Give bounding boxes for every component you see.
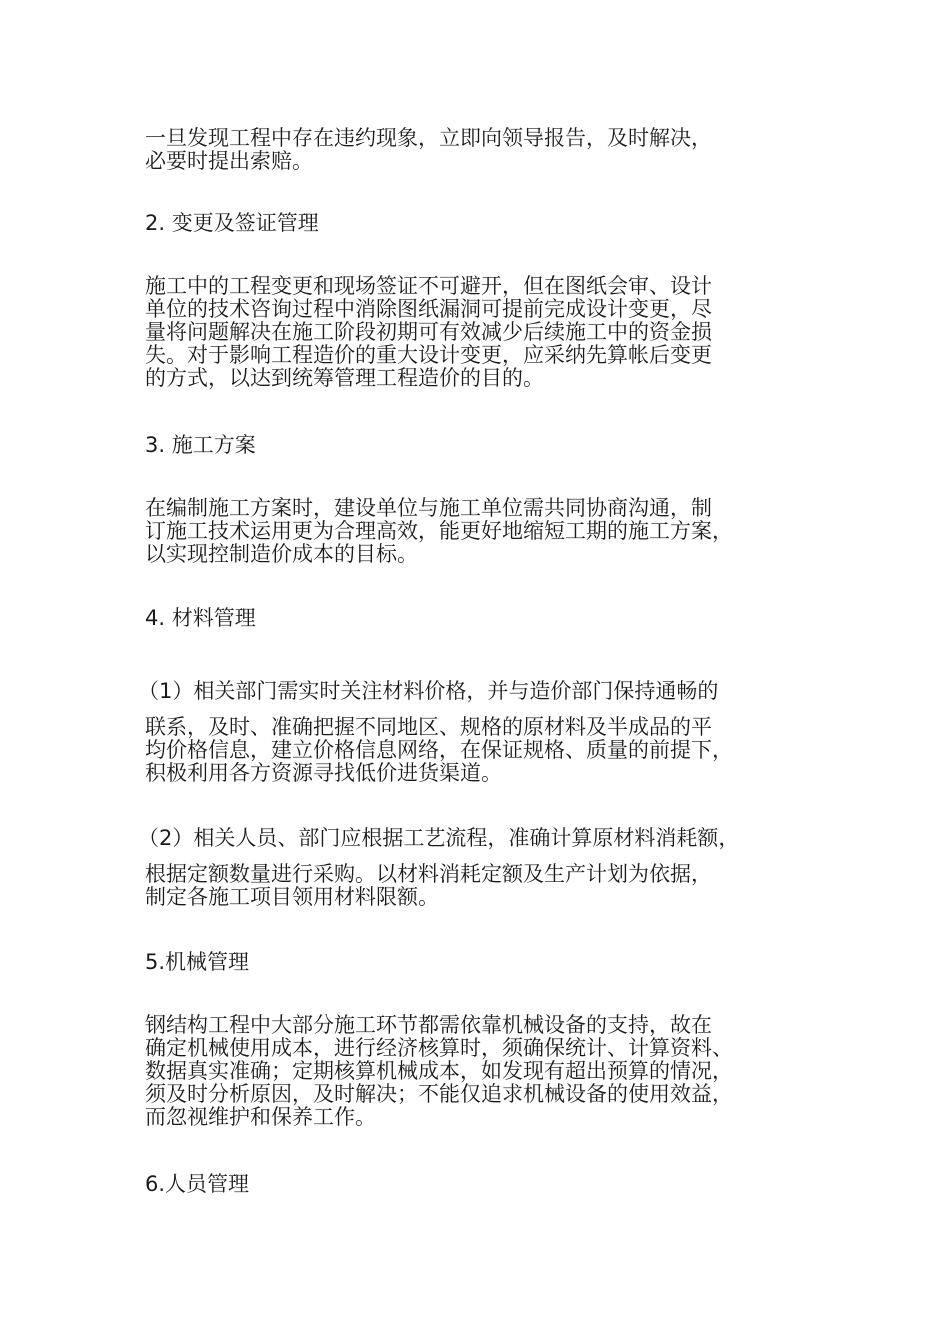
text-line: 必要时提出索赔。 bbox=[145, 149, 313, 173]
paragraph-material-2-first-line bbox=[138, 827, 818, 850]
section-heading-change-management: 2. 变更及签证管理 bbox=[145, 211, 319, 235]
text-line: 施工中的工程变更和现场签证不可避开，但在图纸会审、设计 bbox=[145, 274, 712, 298]
text-line: 确定机械使用成本，进行经济核算时，须确保统计、计算资料、 bbox=[145, 1036, 733, 1060]
text-line: 根据定额数量进行采购。以材料消耗定额及生产计划为依据， bbox=[145, 862, 712, 886]
text-line: （1）相关部门需实时关注材料价格，并与造价部门保持通畅的 bbox=[138, 679, 719, 703]
paragraph-machinery-management bbox=[145, 1014, 825, 1129]
text-line: 钢结构工程中大部分施工环节都需依靠机械设备的支持，故在 bbox=[145, 1013, 712, 1037]
section-heading-personnel-management: 6.人员管理 bbox=[145, 1172, 250, 1196]
text-line: 单位的技术咨询过程中消除图纸漏洞可提前完成设计变更，尽 bbox=[145, 297, 712, 321]
paragraph-construction-plan bbox=[145, 497, 825, 566]
text-line: 而忽视维护和保养工作。 bbox=[145, 1105, 376, 1129]
text-line: （2）相关人员、部门应根据工艺流程，准确计算原材料消耗额， bbox=[138, 826, 740, 850]
text-line: 制定各施工项目领用材料限额。 bbox=[145, 885, 439, 909]
paragraph-material-1 bbox=[145, 716, 825, 785]
text-line: 订施工技术运用更为合理高效，能更好地缩短工期的施工方案， bbox=[145, 519, 733, 543]
paragraph-material-2 bbox=[145, 863, 825, 909]
text-line: 失。对于影响工程造价的重大设计变更，应采纳先算帐后变更 bbox=[145, 343, 712, 367]
section-heading-machinery-management: 5.机械管理 bbox=[145, 950, 250, 974]
text-line: 在编制施工方案时，建设单位与施工单位需共同协商沟通，制 bbox=[145, 496, 712, 520]
paragraph-change-management bbox=[145, 275, 825, 390]
text-line: 量将问题解决在施工阶段初期可有效减少后续施工中的资金损 bbox=[145, 320, 712, 344]
text-line: 一旦发现工程中存在违约现象，立即向领导报告，及时解决， bbox=[145, 126, 712, 150]
text-line: 联系，及时、准确把握不同地区、规格的原材料及半成品的平 bbox=[145, 715, 712, 739]
text-line: 数据真实准确；定期核算机械成本，如发现有超出预算的情况， bbox=[145, 1059, 733, 1083]
text-line: 积极利用各方资源寻找低价进货渠道。 bbox=[145, 761, 502, 785]
paragraph-claims bbox=[145, 127, 825, 173]
text-line: 须及时分析原因，及时解决；不能仅追求机械设备的使用效益， bbox=[145, 1082, 733, 1106]
paragraph-material-1-first-line bbox=[138, 680, 818, 703]
text-line: 均价格信息，建立价格信息网络，在保证规格、质量的前提下， bbox=[145, 738, 733, 762]
text-line: 的方式，以达到统筹管理工程造价的目的。 bbox=[145, 366, 544, 390]
section-heading-construction-plan: 3. 施工方案 bbox=[145, 433, 256, 457]
text-line: 以实现控制造价成本的目标。 bbox=[145, 542, 418, 566]
section-heading-material-management: 4. 材料管理 bbox=[145, 606, 256, 630]
